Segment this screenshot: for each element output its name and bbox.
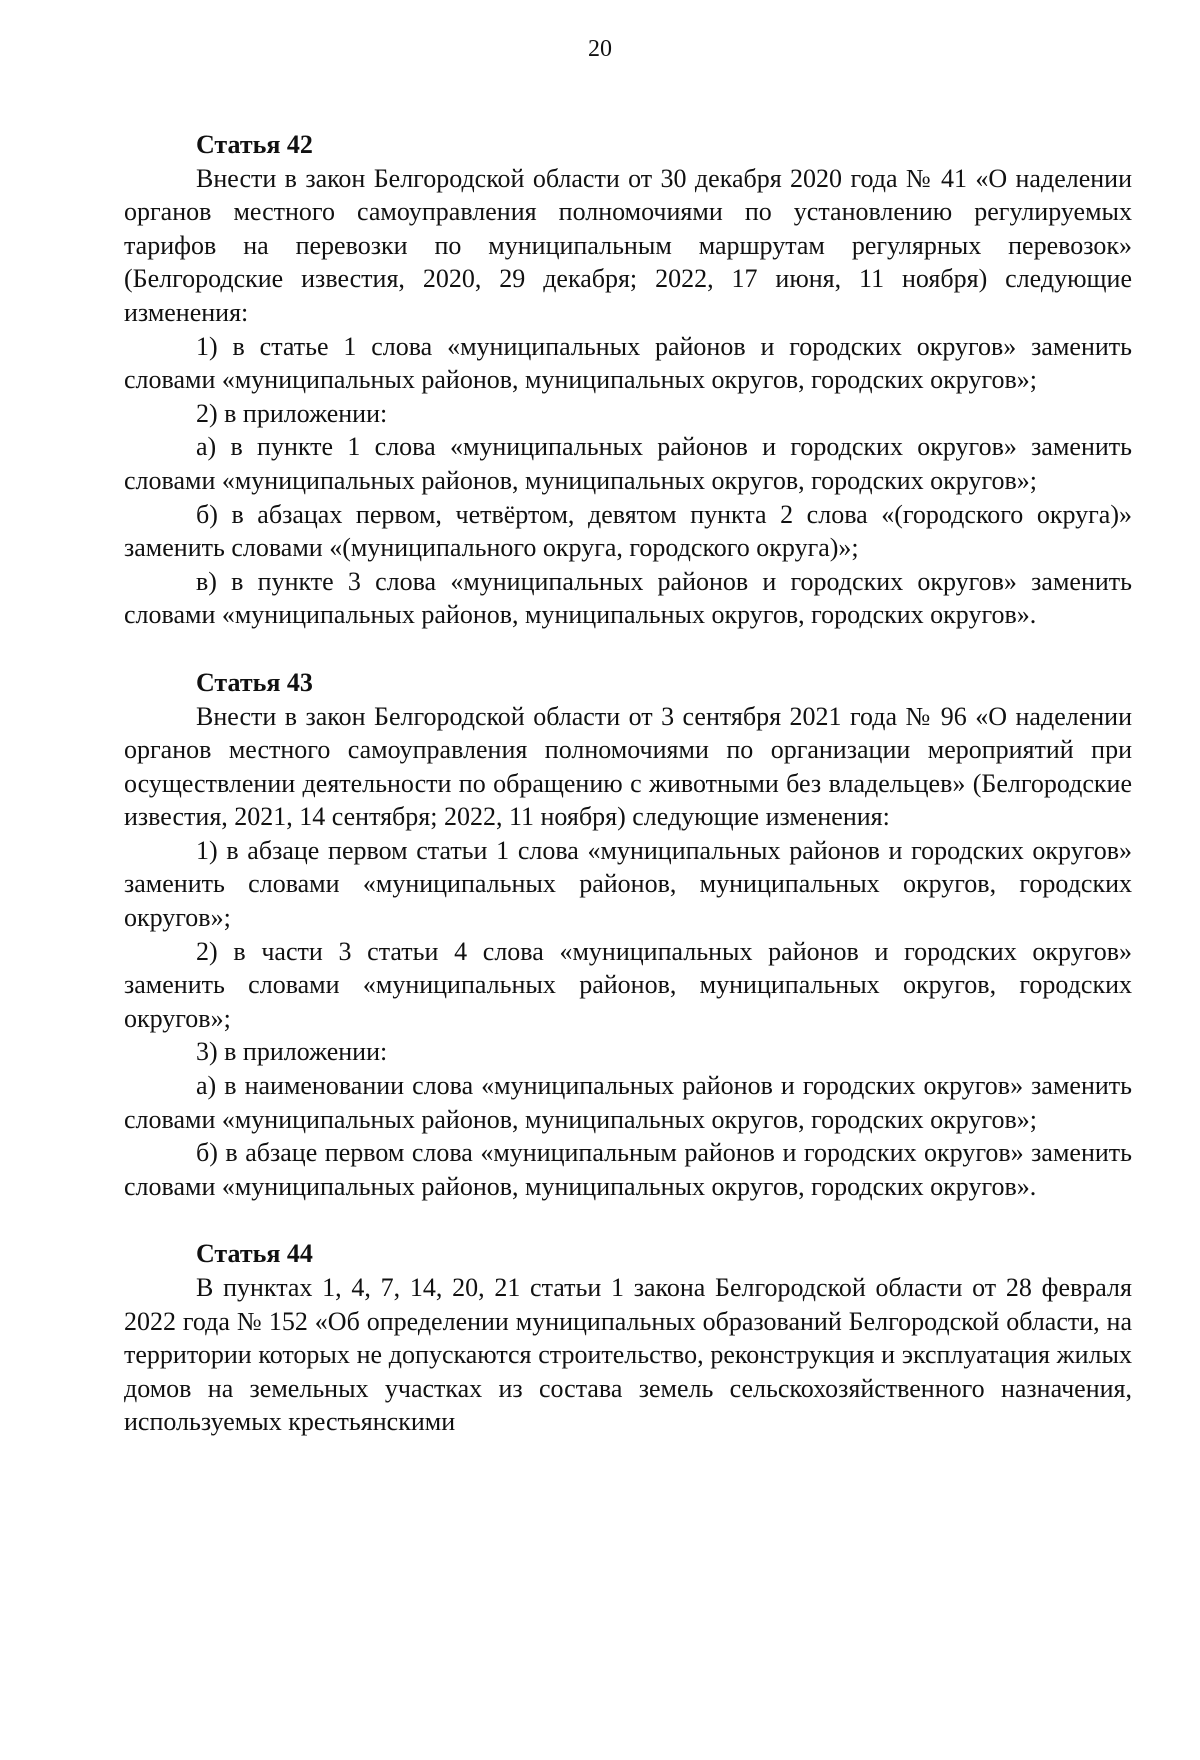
paragraph: а) в пункте 1 слова «муниципальных районов и городских округов» заменить словами «муниципальных районов, муниципальных округов, городских округов»; xyxy=(124,432,1132,495)
paragraph: 3) в приложении: xyxy=(196,1037,388,1067)
paragraph: 1) в статье 1 слова «муниципальных районов и городских округов» заменить словами «муниципальных районов, муниципальных округов, городских округов»; xyxy=(124,331,1132,395)
article-title: Статья 43 xyxy=(196,667,313,697)
paragraph: 2) в приложении: xyxy=(196,398,388,428)
article-42 xyxy=(124,128,1132,632)
section-gap xyxy=(124,632,1132,666)
article-43 xyxy=(124,666,1132,1204)
paragraph: в) в пункте 3 слова «муниципальных районов и городских округов» заменить словами «муниципальных районов, муниципальных округов, городских округов». xyxy=(124,566,1132,630)
article-44 xyxy=(124,1237,1132,1439)
paragraph: Внести в закон Белгородской области от 3 сентября 2021 года № 96 «О наделении органов местного самоуправления полномочиями по организации мероприятий при осуществлении деятельности по обращению с животными без владельцев» (Белгородские известия, 2021, 14 сентября; 2022, 11 ноября) следующие изменения: xyxy=(124,701,1132,832)
page-number: 20 xyxy=(588,36,612,62)
section-gap xyxy=(124,1203,1132,1237)
paragraph: б) в абзацах первом, четвёртом, девятом пункта 2 слова «(городского округа)» заменить словами «(муниципального округа, городского округа)»; xyxy=(124,499,1132,563)
paragraph: б) в абзаце первом слова «муниципальным районов и городских округов» заменить словами «муниципальных районов, муниципальных округов, городских округов». xyxy=(124,1138,1132,1201)
document-body xyxy=(124,128,1132,1439)
article-title: Статья 44 xyxy=(196,1239,313,1269)
paragraph: 1) в абзаце первом статьи 1 слова «муниципальных районов и городских округов» заменить словами «муниципальных районов, муниципальных округов, городских округов»; xyxy=(124,835,1132,933)
paragraph: а) в наименовании слова «муниципальных районов и городских округов» заменить словами «муниципальных районов, муниципальных округов, городских округов»; xyxy=(124,1071,1132,1134)
paragraph: Внести в закон Белгородской области от 30 декабря 2020 года № 41 «О наделении органов местного самоуправления полномочиями по установлению регулируемых тарифов на перевозки по муниципальным маршрутам регулярных перевозок» (Белгородские известия, 2020, 29 декабря; 2022, 17 июня, 11 ноября) следующие изменения: xyxy=(124,163,1132,327)
paragraph: В пунктах 1, 4, 7, 14, 20, 21 статьи 1 закона Белгородской области от 28 февраля 2022 года № 152 «Об определении муниципальных образований Белгородской области, на территории которых не допускаются строительство, реконструкция и эксплуатация жилых домов на земельных участках из состава земель сельскохозяйственного назначения, используемых крестьянскими xyxy=(124,1273,1132,1437)
article-title: Статья 42 xyxy=(196,130,313,159)
paragraph: 2) в части 3 статьи 4 слова «муниципальных районов и городских округов» заменить словами «муниципальных районов, муниципальных округов, городских округов»; xyxy=(124,936,1132,1033)
